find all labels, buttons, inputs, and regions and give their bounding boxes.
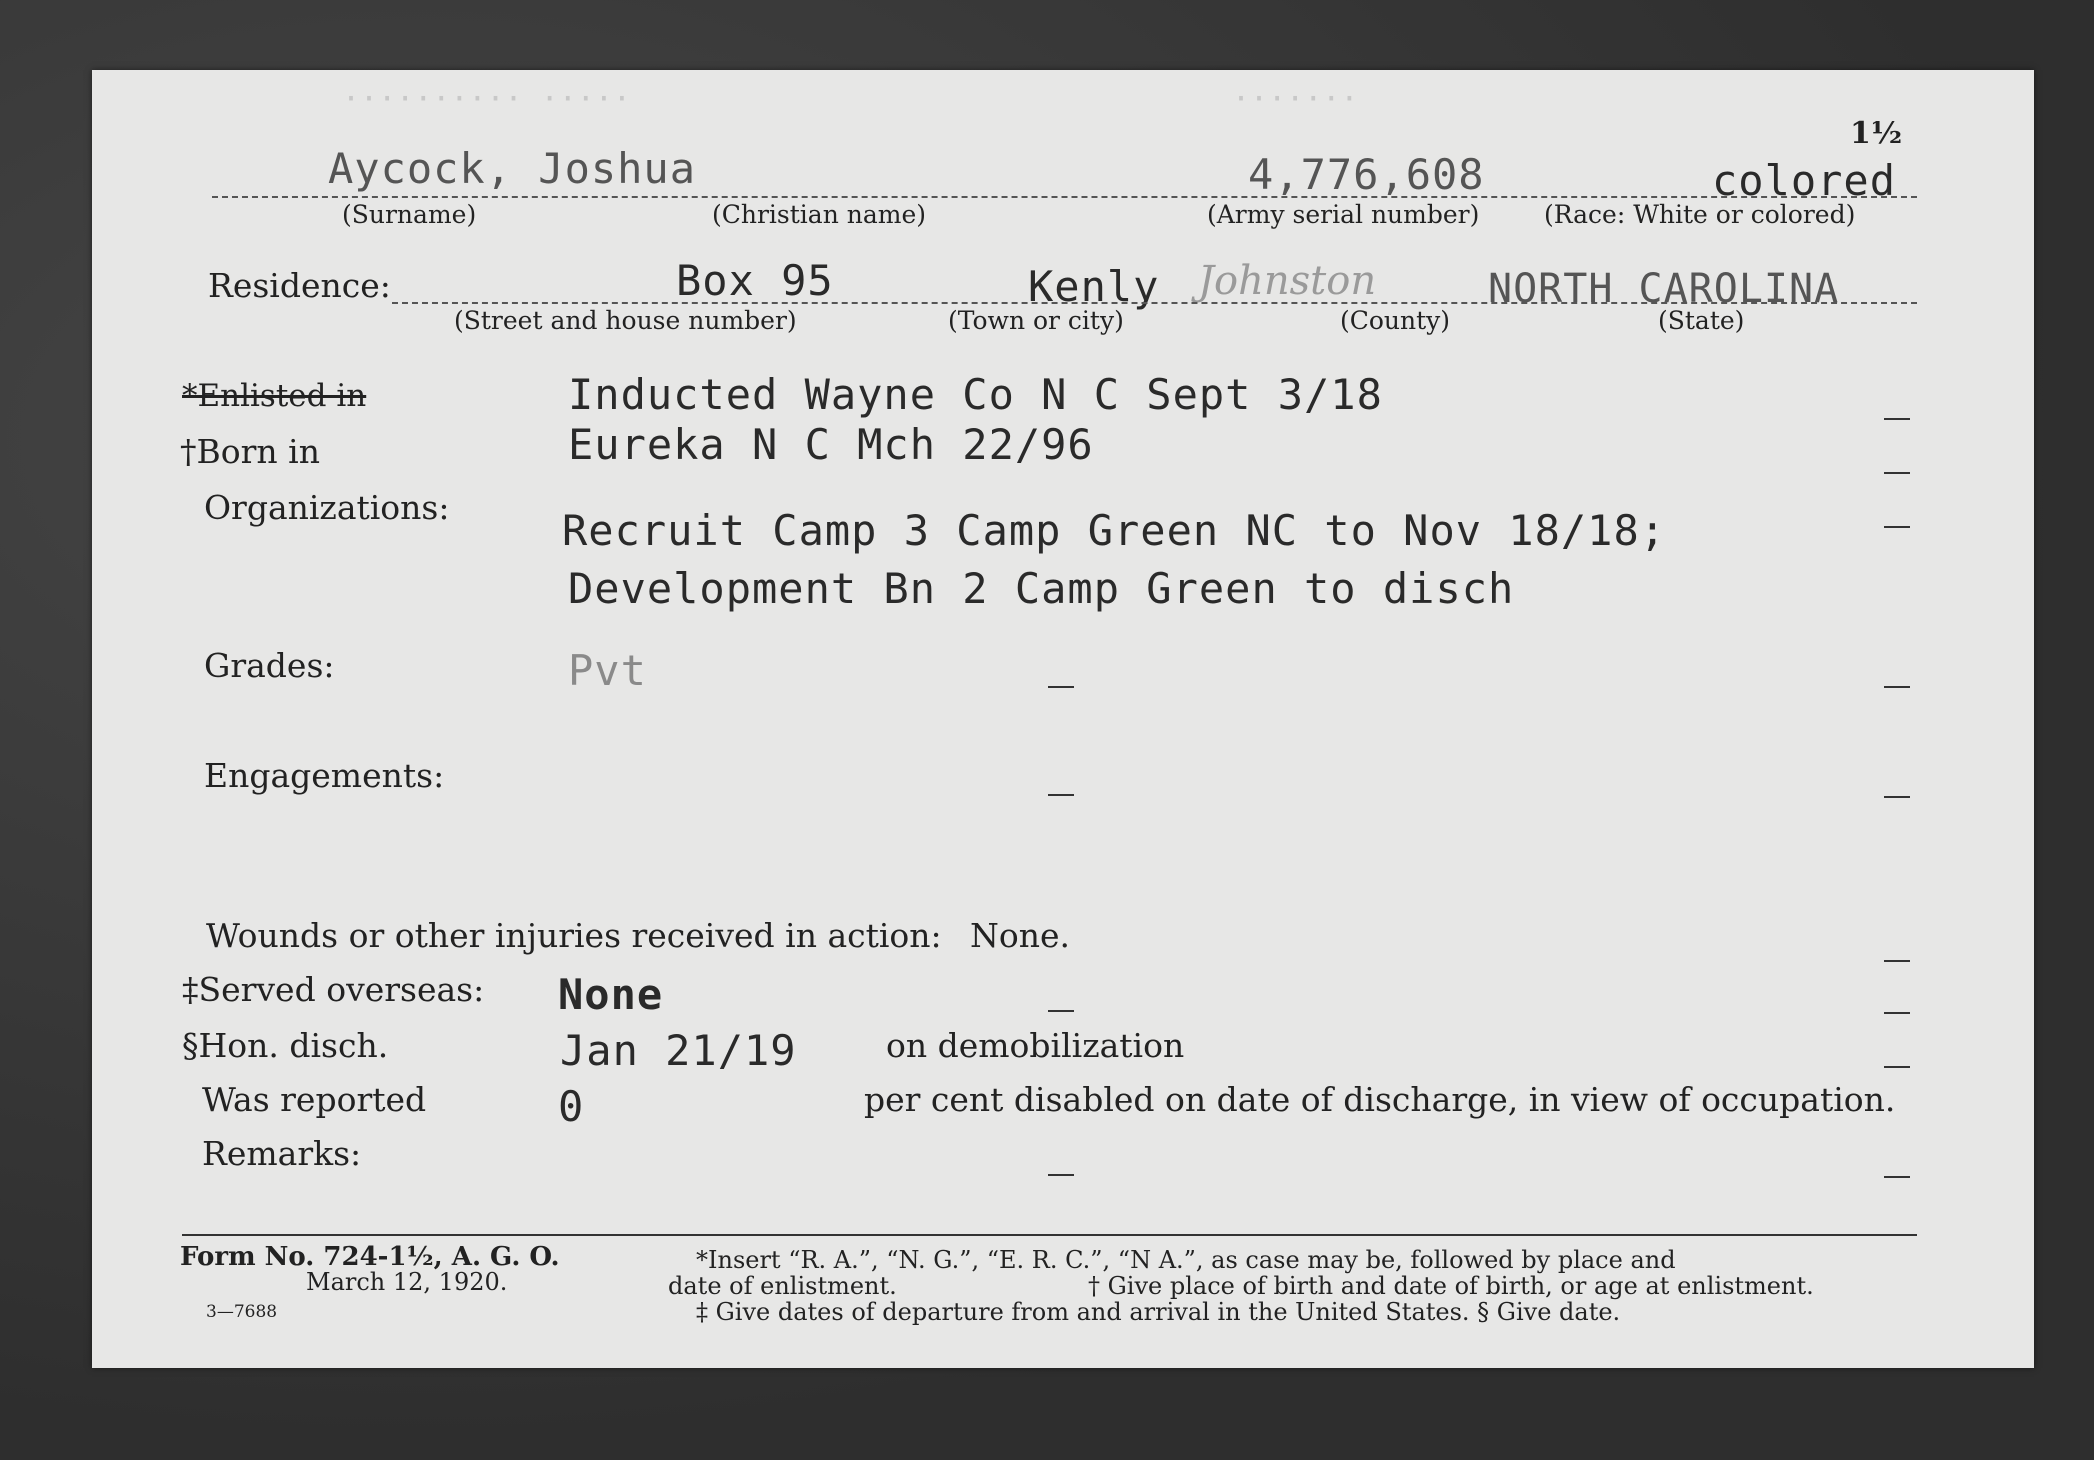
state-value: NORTH CAROLINA xyxy=(1488,266,1840,312)
row-end-dash xyxy=(1884,686,1910,688)
footnote-line-3: ‡ Give dates of departure from and arrival in the United States. § Give date. xyxy=(696,1298,1621,1326)
row-mid-dash xyxy=(1048,686,1074,688)
organizations-label: Organizations: xyxy=(204,488,450,527)
county-handwritten-value: Johnston xyxy=(1198,258,1377,304)
organizations-line-2: Development Bn 2 Camp Green to disch xyxy=(568,564,1515,613)
town-value: Kenly xyxy=(1028,262,1160,311)
town-label: (Town or city) xyxy=(948,306,1124,335)
name-row-line xyxy=(212,196,1917,198)
footnote-line-2b: † Give place of birth and date of birth, or age at enlistment. xyxy=(1088,1272,1814,1300)
footnote-line-2a: date of enlistment. xyxy=(668,1272,897,1300)
discharge-suffix: on demobilization xyxy=(886,1026,1185,1065)
row-end-dash xyxy=(1884,796,1910,798)
residence-row-line xyxy=(392,302,1917,304)
row-end-dash xyxy=(1884,526,1910,528)
row-mid-dash xyxy=(1048,1174,1074,1176)
grades-value: Pvt xyxy=(568,646,647,695)
reported-suffix: per cent disabled on date of discharge, in view of occupation. xyxy=(864,1080,1896,1119)
enlisted-label: *Enlisted in xyxy=(182,378,367,414)
row-end-dash xyxy=(1884,1176,1910,1178)
state-label: (State) xyxy=(1658,306,1745,335)
street-value: Box 95 xyxy=(676,256,834,305)
surname-label: (Surname) xyxy=(342,200,477,229)
wounds-label: Wounds or other injuries received in action: xyxy=(206,916,942,955)
row-mid-dash xyxy=(1048,794,1074,796)
discharge-value: Jan 21/19 xyxy=(560,1026,797,1075)
corner-number: 1½ xyxy=(1850,116,1903,151)
race-label: (Race: White or colored) xyxy=(1544,200,1856,229)
service-record-card xyxy=(92,70,2034,1368)
reported-label: Was reported xyxy=(202,1080,427,1119)
grades-label: Grades: xyxy=(204,646,335,685)
form-number: Form No. 724-1½, A. G. O. xyxy=(180,1242,560,1272)
residence-label: Residence: xyxy=(208,266,391,305)
overseas-label: ‡Served overseas: xyxy=(182,970,485,1009)
christian-name-label: (Christian name) xyxy=(712,200,927,229)
footer-rule xyxy=(182,1234,1917,1236)
born-value: Eureka N C Mch 22/96 xyxy=(568,420,1094,469)
enlisted-value: Inducted Wayne Co N C Sept 3/18 xyxy=(568,370,1383,419)
surname-value: Aycock, Joshua xyxy=(328,144,697,193)
reported-value: 0 xyxy=(558,1082,585,1131)
form-date: March 12, 1920. xyxy=(306,1268,508,1296)
row-end-dash xyxy=(1884,1066,1910,1068)
bleed-through-text: ·········· ····· xyxy=(342,82,631,117)
footnote-line-1: *Insert “R. A.”, “N. G.”, “E. R. C.”, “N A.”, as case may be, followed by place and xyxy=(696,1246,1676,1274)
wounds-value: None. xyxy=(970,916,1071,955)
row-end-dash xyxy=(1884,1012,1910,1014)
engagements-label: Engagements: xyxy=(204,756,445,795)
discharge-label: §Hon. disch. xyxy=(182,1026,389,1065)
serial-number-label: (Army serial number) xyxy=(1207,200,1480,229)
county-label: (County) xyxy=(1340,306,1451,335)
row-end-dash xyxy=(1884,960,1910,962)
race-value: colored xyxy=(1712,156,1897,205)
row-end-dash xyxy=(1884,472,1910,474)
organizations-line-1: Recruit Camp 3 Camp Green NC to Nov 18/18; xyxy=(562,506,1667,555)
remarks-label: Remarks: xyxy=(202,1134,362,1173)
street-label: (Street and house number) xyxy=(454,306,797,335)
overseas-value: None xyxy=(558,970,664,1019)
row-mid-dash xyxy=(1048,1010,1074,1012)
bleed-through-text: ······· xyxy=(1232,82,1359,117)
print-code: 3—7688 xyxy=(206,1302,278,1322)
row-end-dash xyxy=(1884,418,1910,420)
serial-number-value: 4,776,608 xyxy=(1248,150,1485,199)
born-label: †Born in xyxy=(180,432,320,471)
